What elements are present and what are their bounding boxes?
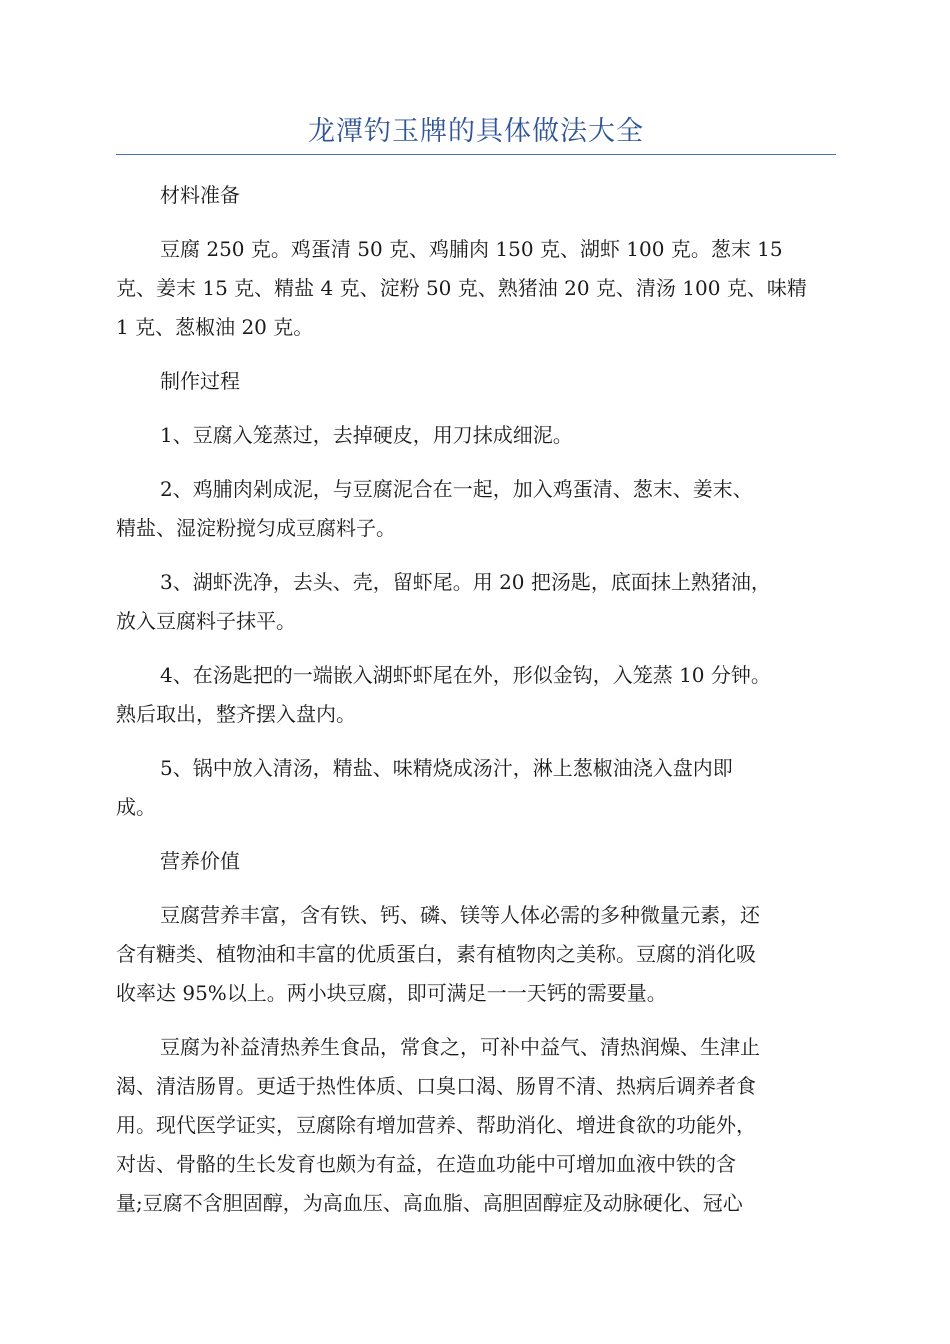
text-line: 收率达 95%以上。两小块豆腐，即可满足一一天钙的需要量。 xyxy=(116,981,667,1005)
paragraph xyxy=(116,896,836,1013)
text-line: 克、姜末 15 克、精盐 4 克、淀粉 50 克、熟猪油 20 克、清汤 100 克、味精 xyxy=(116,276,807,300)
text-line: 1 克、葱椒油 20 克。 xyxy=(116,315,314,339)
paragraph xyxy=(116,656,836,734)
text-line: 1、豆腐入笼蒸过，去掉硬皮，用刀抹成细泥。 xyxy=(160,423,573,447)
paragraph xyxy=(116,416,836,455)
section-heading xyxy=(116,842,836,881)
text-line: 熟后取出，整齐摆入盘内。 xyxy=(116,702,356,726)
paragraph xyxy=(116,563,836,641)
text-line: 营养价值 xyxy=(160,849,240,873)
text-line: 成。 xyxy=(116,795,156,819)
text-line: 制作过程 xyxy=(160,369,240,393)
text-line: 含有糖类、植物油和丰富的优质蛋白，素有植物肉之美称。豆腐的消化吸 xyxy=(116,942,756,966)
paragraph xyxy=(116,1028,836,1223)
text-line: 2、鸡脯肉剁成泥，与豆腐泥合在一起，加入鸡蛋清、葱末、姜末、 xyxy=(160,477,753,501)
title-underline xyxy=(116,154,836,155)
text-line: 豆腐 250 克。鸡蛋清 50 克、鸡脯肉 150 克、湖虾 100 克。葱末 15 xyxy=(160,237,783,261)
section-heading xyxy=(116,362,836,401)
text-line: 5、锅中放入清汤，精盐、味精烧成汤汁，淋上葱椒油浇入盘内即 xyxy=(160,756,733,780)
text-line: 精盐、湿淀粉搅匀成豆腐料子。 xyxy=(116,516,396,540)
text-line: 放入豆腐料子抹平。 xyxy=(116,609,296,633)
text-line: 材料准备 xyxy=(160,183,240,207)
section-heading xyxy=(116,176,836,215)
document-title: 龙潭钓玉牌的具体做法大全 xyxy=(308,116,644,147)
paragraph xyxy=(116,470,836,548)
text-line: 用。现代医学证实，豆腐除有增加营养、帮助消化、增进食欲的功能外， xyxy=(116,1113,756,1137)
text-line: 豆腐营养丰富，含有铁、钙、磷、镁等人体必需的多种微量元素，还 xyxy=(160,903,760,927)
document-body xyxy=(116,176,836,1238)
text-line: 对齿、骨骼的生长发育也颇为有益，在造血功能中可增加血液中铁的含 xyxy=(116,1152,736,1176)
text-line: 量;豆腐不含胆固醇，为高血压、高血脂、高胆固醇症及动脉硬化、冠心 xyxy=(116,1191,743,1215)
text-line: 3、湖虾洗净，去头、壳，留虾尾。用 20 把汤匙，底面抹上熟猪油， xyxy=(160,570,771,594)
text-line: 豆腐为补益清热养生食品，常食之，可补中益气、清热润燥、生津止 xyxy=(160,1035,760,1059)
paragraph xyxy=(116,230,836,347)
paragraph xyxy=(116,749,836,827)
text-line: 4、在汤匙把的一端嵌入湖虾虾尾在外，形似金钩，入笼蒸 10 分钟。 xyxy=(160,663,771,687)
text-line: 渴、清洁肠胃。更适于热性体质、口臭口渴、肠胃不清、热病后调养者食 xyxy=(116,1074,756,1098)
